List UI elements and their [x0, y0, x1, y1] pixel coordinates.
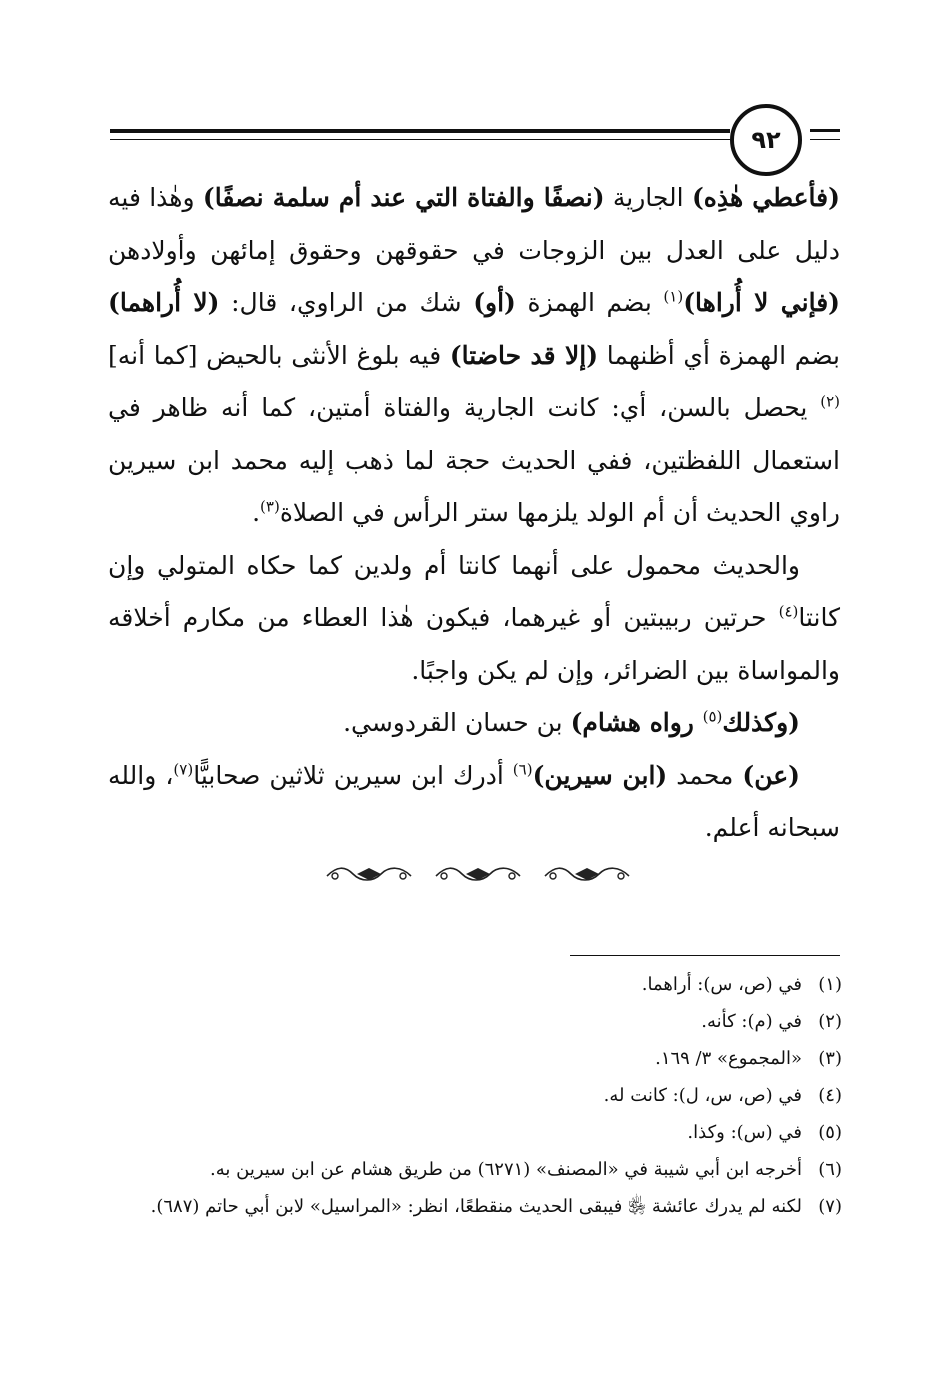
header-rule-end-thin — [810, 139, 840, 140]
footnote-number: (٦) — [818, 1159, 842, 1180]
footnote-number: (٥) — [818, 1122, 842, 1143]
footnote-text: في (ص، س، ل): كانت له. — [603, 1085, 802, 1106]
footnote-separator — [570, 955, 840, 956]
commentary-text: ، والله سبحانه أعلم. — [108, 760, 840, 842]
commentary-text: يحصل بالسن، أي: كانت الجارية والفتاة أمتين، كما أنه ظاهر في استعمال اللفظتين، ففي الحديث حجة لما ذهب إليه محمد ابن سيرين راوي الحديث أن أم الولد يلزمها ستر الرأس في الصلاة — [108, 393, 841, 527]
ornament-flourish-icon — [432, 862, 524, 886]
header-rule-end-thick — [810, 129, 840, 132]
header-rule-thin — [110, 139, 730, 140]
ornament-flourish-icon — [323, 862, 415, 886]
footnote-number: (٣) — [818, 1048, 842, 1069]
quoted-hadith-text: (أو) — [473, 288, 516, 317]
paragraph — [108, 540, 840, 698]
main-text — [108, 172, 840, 855]
footnote-text: في (ص، س): أراهما. — [641, 974, 802, 995]
footnote-item — [112, 1188, 842, 1225]
footnote-ref[interactable]: (٤) — [778, 602, 799, 621]
commentary-text: بضم الهمزة أي أظنهما — [598, 340, 840, 370]
footnote-text: في (س): وكذا. — [687, 1122, 802, 1143]
footnote-item — [112, 1077, 842, 1114]
footnote-item — [112, 1040, 842, 1077]
footnote-text: في (م): كأنه. — [701, 1011, 802, 1032]
footnote-text: «المجموع» ٣/ ١٦٩. — [655, 1048, 802, 1069]
commentary-text: وهٰذا فيه دليل على العدل بين الزوجات في حقوقهن وحقوق إمائهن وأولادهن — [108, 183, 840, 265]
footnote-number: (٤) — [818, 1085, 842, 1106]
footnote-ref[interactable]: (٧) — [173, 760, 194, 779]
footnotes — [112, 966, 842, 1225]
paragraph — [108, 697, 840, 750]
paragraph — [108, 750, 840, 855]
footnote-text: أخرجه ابن أبي شيبة في «المصنف» (٦٢٧١) من طريق هشام عن ابن سيرين به. — [210, 1159, 802, 1180]
quoted-hadith-text: (نصفًا والفتاة التي عند أم سلمة نصفًا) — [202, 183, 605, 212]
ornament-flourish-icon — [541, 862, 633, 886]
page-number: ٩٢ — [730, 104, 802, 176]
commentary-text: محمد — [667, 760, 743, 790]
footnote-item — [112, 1151, 842, 1188]
footnote-ref[interactable]: (٣) — [260, 497, 280, 516]
footnote-number: (٧) — [818, 1196, 842, 1217]
quoted-hadith-text: (ابن سيرين) — [532, 760, 668, 790]
commentary-text: شك من الراوي، قال: — [219, 288, 474, 317]
footnote-number: (٢) — [818, 1011, 842, 1032]
footnote-item — [112, 966, 842, 1003]
commentary-text: والحديث محمول على أنهما كانتا أم ولدين كما حكاه المتولي وإن كانتا — [108, 550, 840, 632]
quoted-hadith-text: (وكذلك — [722, 708, 800, 737]
footnote-item — [112, 1114, 842, 1151]
footnote-ref[interactable]: (٥) — [702, 707, 723, 726]
commentary-text: حرتين ربيبتين أو غيرهما، فيكون هٰذا العطاء من مكارم أخلاقه والمواساة بين الضرائر، وإن لم يكن واجبًا. — [108, 603, 840, 685]
commentary-text: بن حسان القردوسي. — [343, 708, 571, 737]
section-ornament — [323, 860, 633, 888]
page-header — [110, 100, 840, 175]
commentary-text: أدرك ابن سيرين ثلاثين صحابيًّا — [193, 760, 513, 790]
commentary-text: فيه بلوغ الأنثى بالحيض [كما أنه] — [108, 340, 450, 370]
quoted-hadith-text: (إلا قد حاضتا) — [449, 340, 599, 370]
header-rule-thick — [110, 129, 730, 133]
footnote-ref[interactable]: (٦) — [512, 760, 533, 779]
paragraph — [108, 172, 840, 540]
quoted-hadith-text: (لا أُراهما) — [108, 288, 220, 317]
quoted-hadith-text: (فأعطي هٰذِه) — [691, 183, 840, 212]
footnote-ref[interactable]: (٢) — [820, 392, 840, 411]
commentary-text: الجارية — [604, 183, 692, 212]
quoted-hadith-text: (عن) — [742, 760, 800, 790]
quoted-hadith-text: (فإني لا أُراها) — [683, 288, 840, 317]
commentary-text: . — [252, 498, 261, 527]
commentary-text: بضم الهمزة — [515, 288, 664, 317]
quoted-hadith-text: رواه هشام) — [570, 708, 703, 737]
footnote-text: لكنه لم يدرك عائشة ﵂ فيبقى الحديث منقطعًا، انظر: «المراسيل» لابن أبي حاتم (٦٨٧). — [150, 1196, 802, 1217]
footnote-item — [112, 1003, 842, 1040]
footnote-ref[interactable]: (١) — [663, 287, 684, 306]
footnote-number: (١) — [818, 974, 842, 995]
